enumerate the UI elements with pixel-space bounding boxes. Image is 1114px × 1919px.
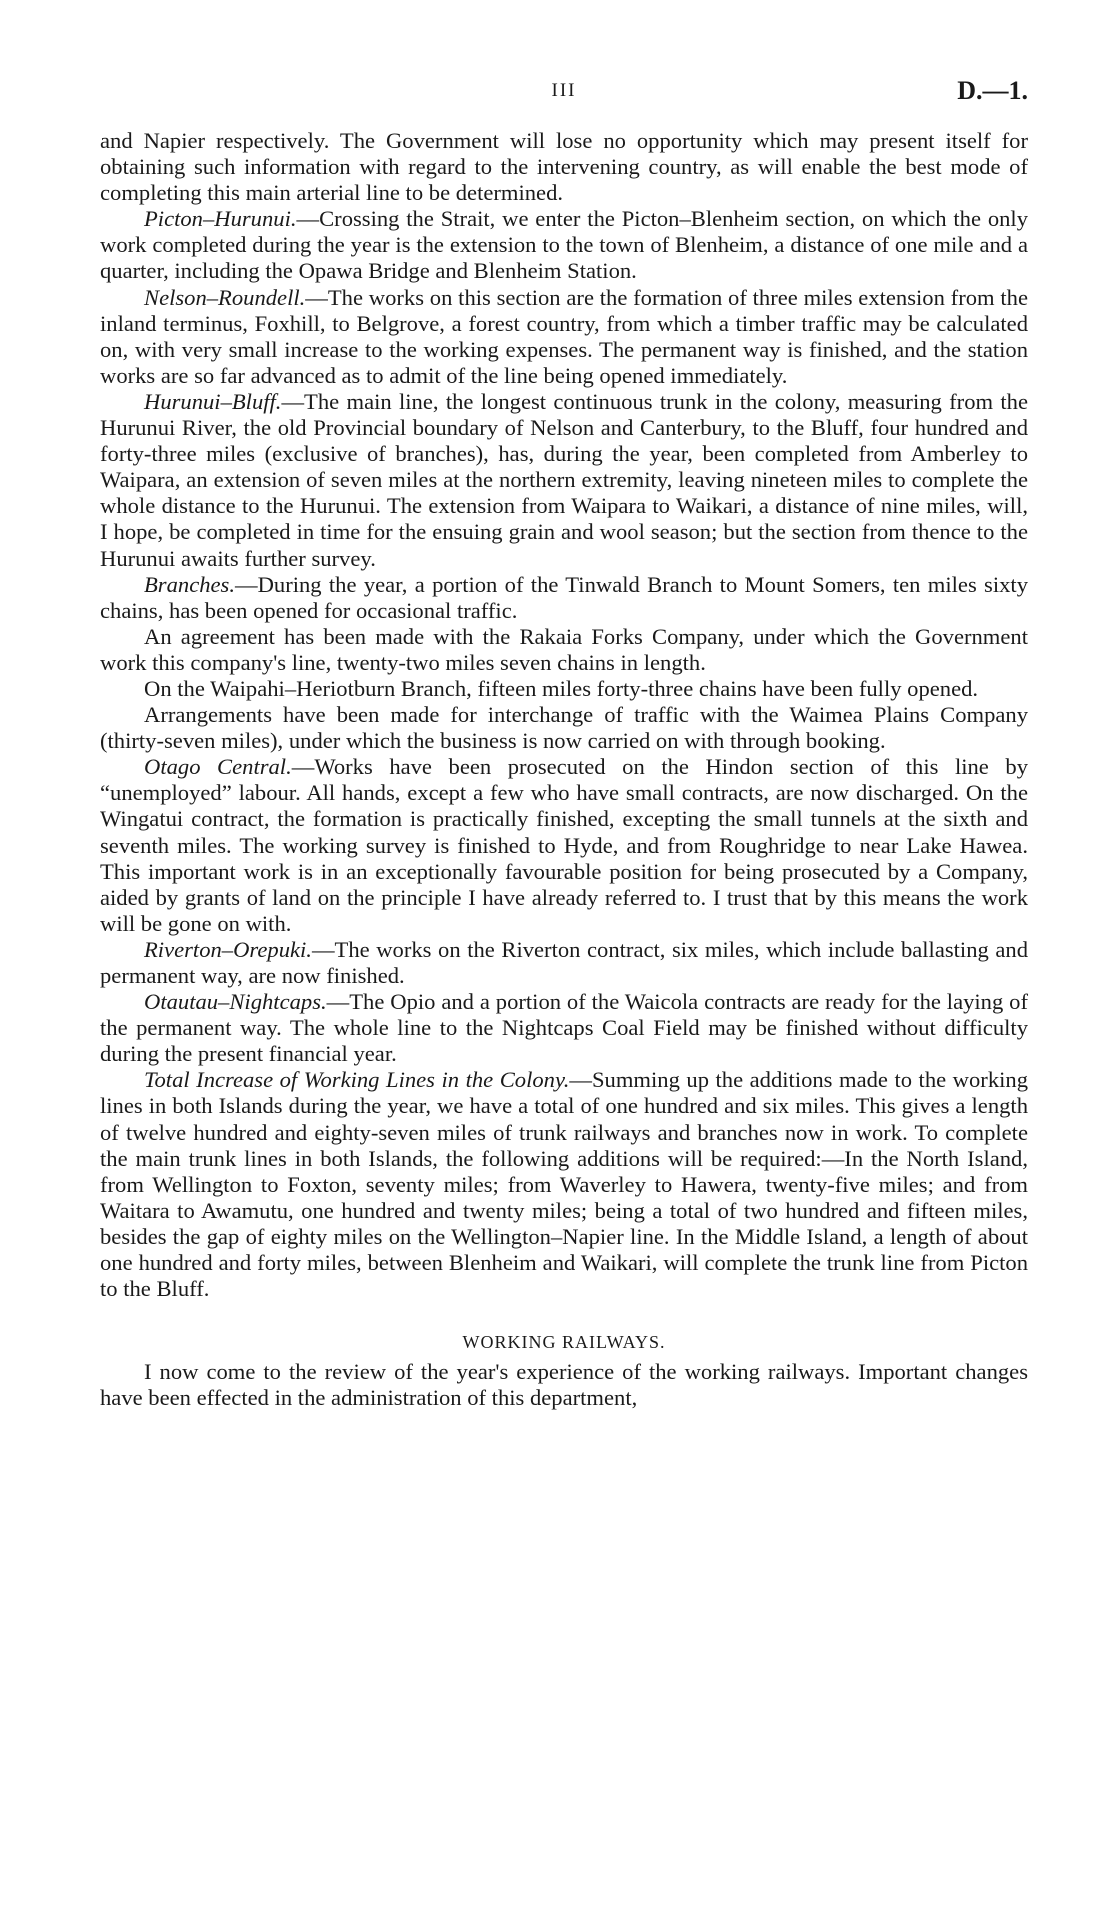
- paragraph: [100, 754, 1028, 937]
- paragraph-lead: Total Increase of Working Lines in the Colony.: [144, 1067, 570, 1093]
- body-text: [100, 128, 1028, 1302]
- paragraph: [100, 206, 1028, 284]
- paragraph-lead: Otago Central.: [144, 754, 292, 780]
- document-reference: D.—1.: [957, 76, 1028, 105]
- paragraph-text: —Crossing the Strait, we enter the Picton–Blenheim section, on which the only work completed during the year is the extension to the town of Blenheim, a distance of one mile and a quarter, including the Opawa Bridge and Blenheim Station.: [100, 206, 1028, 284]
- paragraph-text: I now come to the review of the year's experience of the working railways. Important changes have been effected in the administration of this department,: [100, 1359, 1028, 1411]
- paragraph: [100, 1359, 1028, 1411]
- paragraph-text: —During the year, a portion of the Tinwald Branch to Mount Somers, ten miles sixty chains, has been opened for occasional traffic.: [100, 571, 1028, 623]
- paragraph: [100, 937, 1028, 989]
- paragraph-text: —The Opio and a portion of the Waicola contracts are ready for the laying of the permanent way. The whole line to the Nightcaps Coal Field may be finished without difficulty during the present financial year.: [100, 989, 1028, 1067]
- paragraph: [100, 285, 1028, 389]
- paragraph-lead: Hurunui–Bluff.: [144, 388, 282, 414]
- paragraph-text: On the Waipahi–Heriotburn Branch, fifteen miles forty-three chains have been fully opened.: [144, 675, 979, 701]
- paragraph-text: —The works on the Riverton contract, six miles, which include ballasting and permanent way, are now finished.: [100, 936, 1028, 988]
- paragraph-text: —Works have been prosecuted on the Hindon section of this line by “unemployed” labour. All hands, except a few who have small contracts, are now discharged. On the Wingatui contract, the formation is practically finished, excepting the small tunnels at the sixth and seventh miles. The working survey is finished to Hyde, and from Roughridge to near Lake Hawea. This important work is in an exceptionally favourable position for being prosecuted by a Company, aided by grants of land on the principle I have already referred to. I trust that by this means the work will be gone on with.: [100, 754, 1028, 936]
- paragraph: [100, 676, 1028, 702]
- paragraph-lead: Riverton–Orepuki.: [144, 936, 312, 962]
- paragraph: [100, 989, 1028, 1067]
- paragraph-text: —Summing up the additions made to the working lines in both Islands during the year, we have a total of one hundred and six miles. This gives a length of twelve hundred and eighty-seven miles of trunk railways and branches now in work. To complete the main trunk lines in both Islands, the following additions will be required:—In the North Island, from Wellington to Foxton, seventy miles; from Waverley to Hawera, twenty-five miles; and from Waitara to Awamutu, one hundred and twenty miles; being a total of two hundred and fifteen miles, besides the gap of eighty miles on the Wellington–Napier line. In the Middle Island, a length of about one hundred and forty miles, between Blenheim and Waikari, will complete the trunk line from Picton to the Bluff.: [100, 1067, 1028, 1302]
- paragraph-text: Arrangements have been made for interchange of traffic with the Waimea Plains Company (thirty-seven miles), under which the business is now carried on with through booking.: [100, 702, 1028, 754]
- paragraph: [100, 572, 1028, 624]
- paragraph: [100, 702, 1028, 754]
- paragraph-text: —The main line, the longest continuous trunk in the colony, measuring from the Hurunui River, the old Provincial boundary of Nelson and Canterbury, to the Bluff, four hundred and forty-three miles (exclusive of branches), has, during the year, been completed from Amberley to Waipara, an extension of seven miles at the northern extremity, leaving nineteen miles to complete the whole distance to the Hurunui. The extension from Waipara to Waikari, a distance of nine miles, will, I hope, be completed in time for the ensuing grain and wool season; but the section from thence to the Hurunui awaits further survey.: [100, 388, 1028, 571]
- paragraph-lead: Otautau–Nightcaps.: [144, 989, 327, 1015]
- document-page: [100, 68, 1028, 1411]
- paragraph-lead: Branches.: [144, 571, 235, 597]
- paragraph: [100, 128, 1028, 206]
- paragraph-text: An agreement has been made with the Rakaia Forks Company, under which the Government work this company's line, twenty-two miles seven chains in length.: [100, 623, 1028, 675]
- paragraph: [100, 1067, 1028, 1302]
- paragraph: [100, 624, 1028, 676]
- section-body: [100, 1359, 1028, 1411]
- paragraph-lead: Picton–Hurunui.: [144, 206, 297, 232]
- page-number: III: [551, 80, 577, 101]
- page-header: [100, 68, 1028, 128]
- paragraph-text: —The works on this section are the formation of three miles extension from the inland terminus, Foxhill, to Belgrove, a forest country, from which a timber traffic may be calculated on, with very small increase to the working expenses. The permanent way is finished, and the station works are so far advanced as to admit of the line being opened immediately.: [100, 284, 1028, 388]
- section-heading: WORKING RAILWAYS.: [462, 1332, 666, 1353]
- paragraph-text: and Napier respectively. The Government will lose no opportunity which may present itself for obtaining such information with regard to the intervening country, as will enable the best mode of completing this main arterial line to be determined.: [100, 128, 1028, 206]
- paragraph: [100, 389, 1028, 572]
- paragraph-lead: Nelson–Roundell.: [144, 284, 306, 310]
